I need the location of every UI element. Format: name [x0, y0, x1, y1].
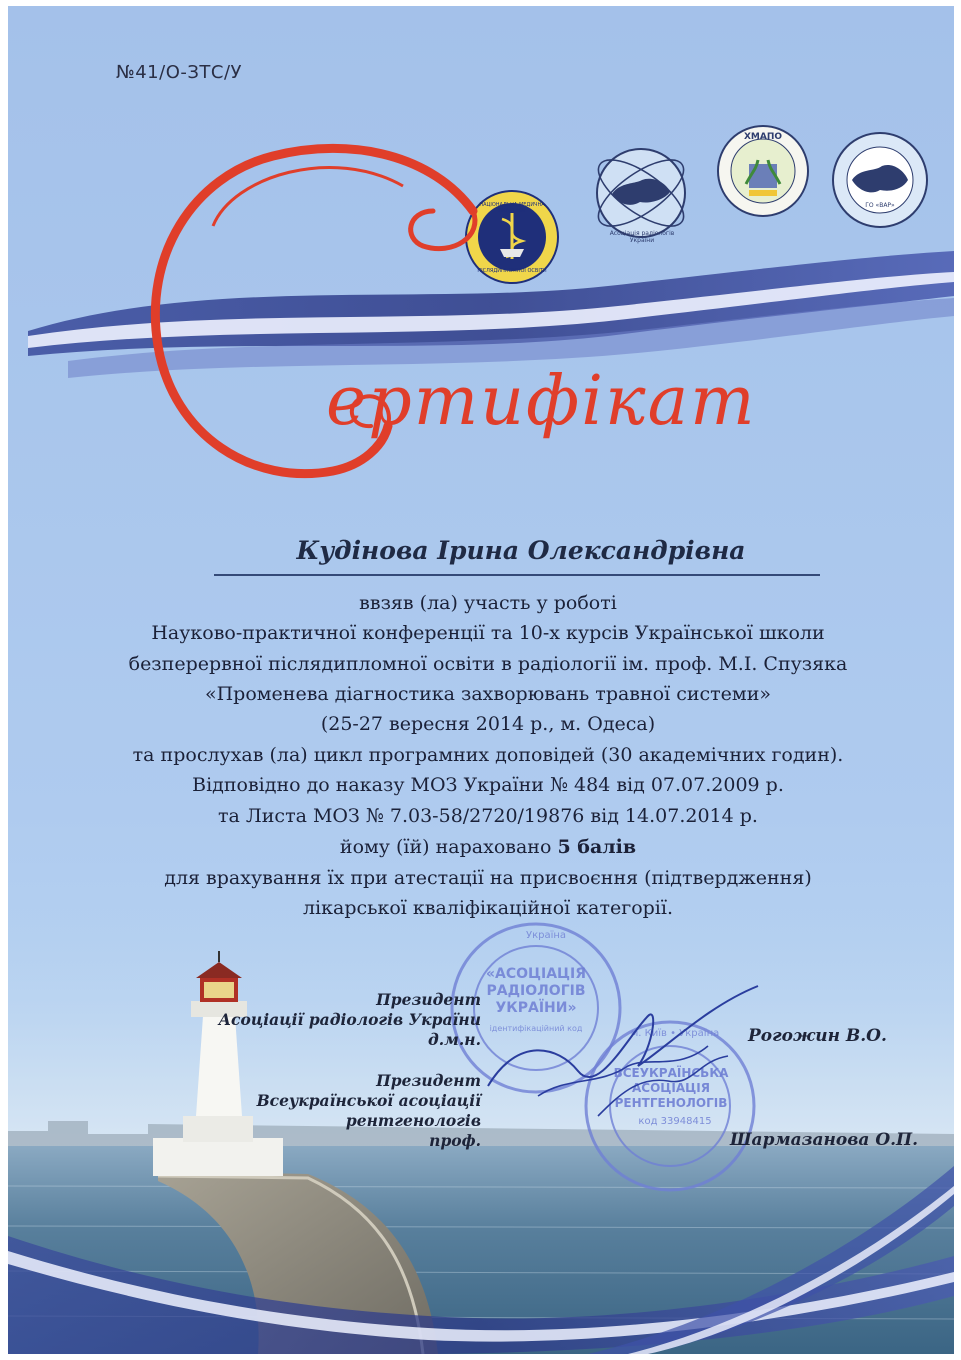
signature-2-name: Шармазанова О.П.: [730, 1130, 919, 1150]
roentgen-stamp-line-1: ВСЕУКРАЇНСЬКА: [613, 1066, 729, 1080]
radiology-emblem-text: Асоціація радіологів України: [609, 230, 675, 244]
body-line-2: Науково-практичної конференції та 10-х курсів Української школи: [151, 622, 825, 644]
radiology-stamp-line-2: РАДІОЛОГІВ: [486, 983, 586, 999]
signature-1-degree: д.м.н.: [427, 1030, 481, 1049]
signature-2-degree: проф.: [429, 1131, 481, 1150]
signature-2-title: [198, 1071, 481, 1151]
body-line-9: лікарської кваліфікаційної категорії.: [302, 897, 673, 919]
nmapo-emblem-text-bottom: ПІСЛЯДИПЛОМНОЇ ОСВІТИ: [477, 268, 547, 274]
body-line-4: «Променева діагностика захворювань травної системи»: [204, 683, 771, 705]
roentgen-emblem-sub: ГО «ВАР»: [865, 202, 895, 209]
attestation-line: для врахування їх при атестації на присвоєння (підтвердження): [164, 867, 812, 889]
roentgen-stamp-code: код 33948415: [638, 1116, 712, 1127]
certificate-title: ертифікат: [326, 362, 757, 441]
body-line-6: та прослухав (ла) цикл програмних доповідей (30 академічних годин).: [132, 744, 844, 766]
signature-scribbles: [478, 976, 768, 1126]
body-line-1: ввзяв (ла) участь у роботі: [359, 592, 617, 614]
radiology-stamp-line-3: УКРАЇНИ»: [495, 1000, 577, 1016]
signature-1-role: Президент: [376, 990, 481, 1009]
document-number: №41/О-ЗТС/У: [116, 62, 242, 83]
signature-1-org: Асоціації радіологів України: [218, 1010, 481, 1029]
signature-1-title: [198, 990, 481, 1050]
recipient-name: Кудінова Ірина Олександрівна: [296, 536, 746, 565]
roentgen-stamp-line-3: РЕНТГЕНОЛОГІВ: [614, 1096, 728, 1110]
signature-2-role: Президент: [376, 1071, 481, 1090]
name-underline: [214, 574, 820, 576]
title-initial-flourish: [103, 116, 503, 536]
kharkiv-emblem-text: ХМАПО: [743, 132, 783, 142]
radiology-stamp-line-1: «АСОЦІАЦІЯ: [485, 966, 587, 982]
signature-2-org-2: рентгенологів: [345, 1111, 481, 1130]
radiology-association-emblem: [590, 142, 692, 244]
body-line-3: безперервної післядипломної освіти в радіології ім. проф. М.І. Спузяка: [128, 653, 848, 675]
radiology-stamp-code: ідентифікаційний код: [489, 1024, 583, 1033]
body-line-5: (25-27 вересня 2014 р., м. Одеса): [320, 713, 656, 735]
body-line-8: та Листа МОЗ № 7.03-58/2720/19876 від 14.07.2014 р.: [218, 805, 758, 827]
nmapo-text-1: НАЦІОНАЛЬНА МЕДИЧНА АКАДЕМІЯ: [479, 202, 545, 214]
points-line: [68, 836, 908, 858]
body-line-7: Відповідно до наказу МОЗ України № 484 від 07.07.2009 р.: [192, 774, 784, 796]
points-value: 5 балів: [557, 836, 637, 858]
roentgen-stamp-ring: м. Київ • Україна: [630, 1028, 720, 1039]
points-prefix: йому (їй) нараховано: [339, 836, 552, 858]
roentgenologists-association-emblem: [830, 130, 930, 230]
signature-2-org-1: Всеукраїнської асоціації: [256, 1091, 481, 1110]
signature-1-name: Рогожин В.О.: [748, 1026, 887, 1046]
roentgen-stamp-line-2: АСОЦІАЦІЯ: [631, 1081, 711, 1095]
certificate-sheet: [8, 6, 954, 1354]
radiology-stamp-ring: Україна: [525, 930, 567, 941]
